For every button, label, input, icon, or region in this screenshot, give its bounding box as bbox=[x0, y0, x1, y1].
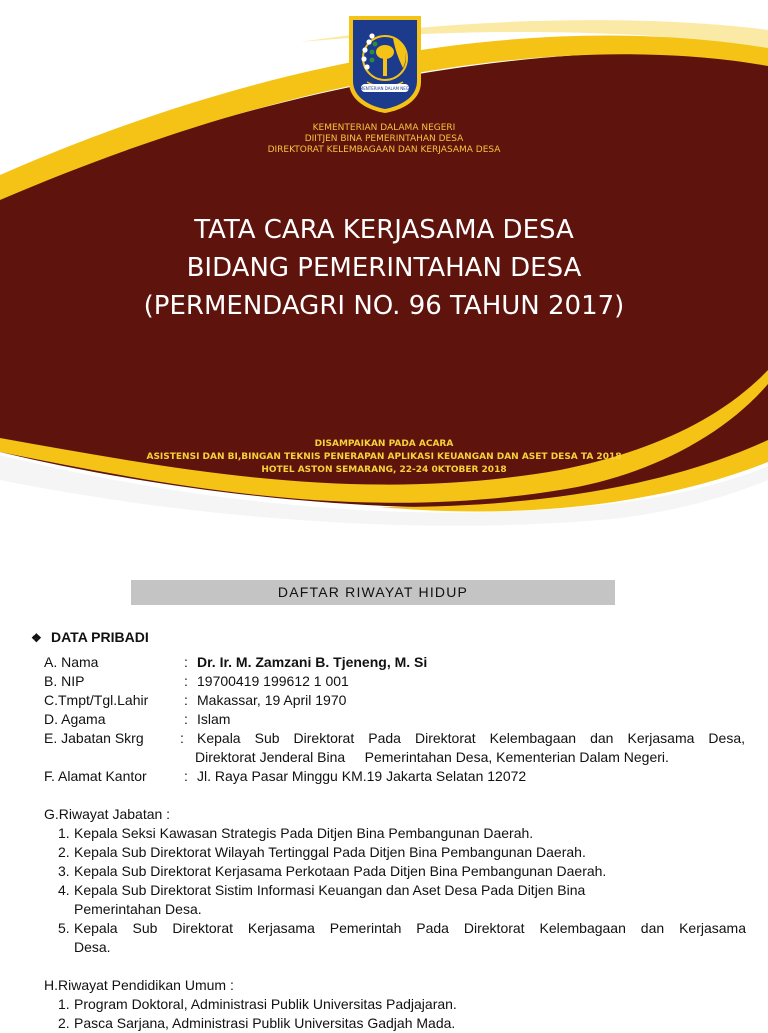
cv-slide bbox=[0, 532, 768, 1031]
field-label: C.Tmpt/Tgl.Lahir bbox=[44, 692, 149, 708]
diamond-bullet-icon: ❖ bbox=[31, 631, 42, 645]
field-value: Kepala Sub Direktorat Pada Direktorat Kelembagaan dan Kerjasama Desa, bbox=[197, 730, 745, 746]
title-line: TATA CARA KERJASAMA DESA bbox=[194, 215, 574, 245]
event-line: ASISTENSI DAN BI,BINGAN TEKNIS PENERAPAN APLIKASI KEUANGAN DAN ASET DESA TA 2018 bbox=[146, 452, 622, 462]
field-colon: : bbox=[184, 711, 188, 727]
field-colon: : bbox=[184, 768, 188, 784]
list-item-text-continued: Desa. bbox=[74, 939, 111, 955]
title-line: BIDANG PEMERINTAHAN DESA bbox=[186, 253, 582, 283]
ministry-line: KEMENTERIAN DALAMA NEGERI bbox=[312, 123, 456, 133]
field-value: Makassar, 19 April 1970 bbox=[197, 692, 347, 708]
field-label: A. Nama bbox=[44, 654, 99, 670]
emblem-text: KEMENTERIAN DALAM NEGERI bbox=[354, 86, 416, 91]
list-item-text: Kepala Sub Direktorat Kerjasama Perkotaan Pada Ditjen Bina Pembangunan Daerah. bbox=[74, 863, 607, 879]
section-title bbox=[31, 629, 149, 645]
event-line: HOTEL ASTON SEMARANG, 22-24 0KTOBER 2018 bbox=[261, 465, 507, 475]
list-item-number: 3. bbox=[58, 863, 70, 879]
riwayat-jabatan-heading: G.Riwayat Jabatan : bbox=[44, 806, 171, 822]
list-item-number: 4. bbox=[58, 882, 70, 898]
cv-banner: DAFTAR RIWAYAT HIDUP bbox=[131, 580, 615, 605]
title-line: (PERMENDAGRI NO. 96 TAHUN 2017) bbox=[143, 291, 625, 321]
field-value: Dr. Ir. M. Zamzani B. Tjeneng, M. Si bbox=[197, 654, 428, 670]
list-item-text: Program Doktoral, Administrasi Publik Universitas Padjajaran. bbox=[74, 996, 457, 1012]
field-value: Islam bbox=[197, 711, 231, 727]
field-value: Jl. Raya Pasar Minggu KM.19 Jakarta Selatan 12072 bbox=[197, 768, 527, 784]
list-item-number: 5. bbox=[58, 920, 70, 936]
field-label: F. Alamat Kantor bbox=[44, 768, 147, 784]
event-info bbox=[0, 438, 768, 477]
list-item-text: Kepala Sub Direktorat Kerjasama Pemerintah Pada Direktorat Kelembagaan dan Kerjasama bbox=[74, 920, 746, 936]
list-item-text: Pasca Sarjana, Administrasi Publik Universitas Gadjah Mada. bbox=[74, 1015, 456, 1031]
field-row-jabatan bbox=[44, 729, 746, 767]
list-item-number: 2. bbox=[58, 1015, 70, 1031]
ministry-header bbox=[0, 123, 768, 156]
section-title-text: DATA PRIBADI bbox=[51, 629, 149, 645]
field-colon: : bbox=[184, 692, 188, 708]
list-item-text: Kepala Seksi Kawasan Strategis Pada Ditjen Bina Pembangunan Daerah. bbox=[74, 825, 534, 841]
field-colon: : bbox=[184, 654, 188, 670]
field-colon: : bbox=[184, 673, 188, 689]
list-item-text: Kepala Sub Direktorat Wilayah Tertinggal Pada Ditjen Bina Pembangunan Daerah. bbox=[74, 844, 586, 860]
riwayat-pendidikan-heading: H.Riwayat Pendidikan Umum : bbox=[44, 977, 234, 993]
ministry-emblem-icon bbox=[347, 14, 423, 114]
list-item-number: 2. bbox=[58, 844, 70, 860]
list-item-text: Kepala Sub Direktorat Sistim Informasi Keuangan dan Aset Desa Pada Ditjen Bina bbox=[74, 882, 586, 898]
event-line: DISAMPAIKAN PADA ACARA bbox=[314, 439, 454, 449]
list-item-number: 1. bbox=[58, 825, 70, 841]
ministry-line: DIITJEN BINA PEMERINTAHAN DESA bbox=[304, 134, 464, 144]
presentation-title bbox=[0, 211, 768, 325]
field-value: 19700419 199612 1 001 bbox=[197, 673, 349, 689]
field-colon: : bbox=[180, 730, 184, 746]
field-label: D. Agama bbox=[44, 711, 106, 727]
ministry-line: DIREKTORAT KELEMBAGAAN DAN KERJASAMA DESA bbox=[267, 145, 501, 155]
field-label: E. Jabatan Skrg bbox=[44, 730, 144, 746]
list-item-text-continued: Pemerintahan Desa. bbox=[74, 901, 202, 917]
list-item-number: 1. bbox=[58, 996, 70, 1012]
field-label: B. NIP bbox=[44, 673, 85, 689]
field-value-continued: Direktorat Jenderal Bina Pemerintahan Desa, Kementerian Dalam Negeri. bbox=[195, 749, 669, 765]
